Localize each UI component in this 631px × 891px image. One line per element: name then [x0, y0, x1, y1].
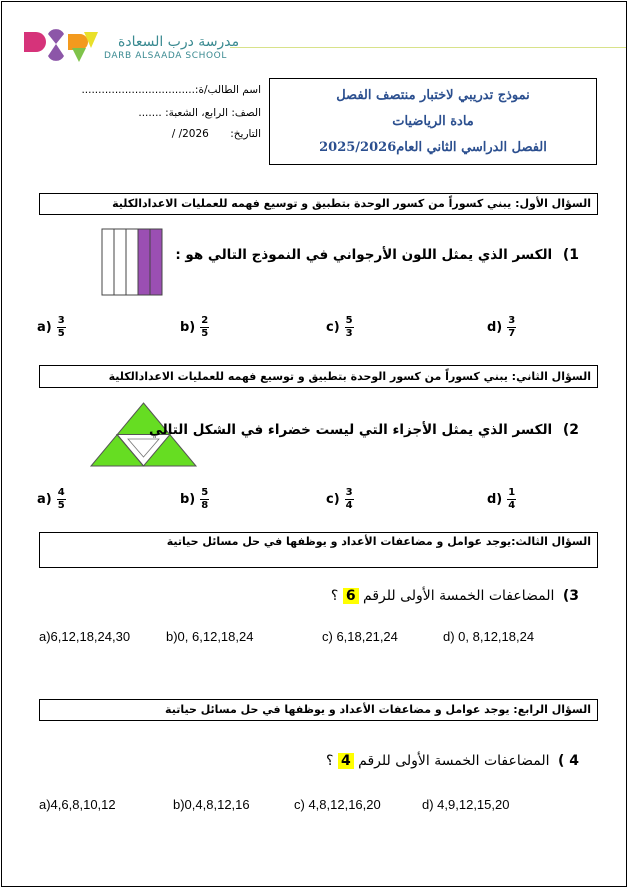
q4-choice-d[interactable]: d) 4,9,12,15,20 [422, 797, 510, 812]
question-3-banner: السؤال الثالث:يوجد عوامل و مضاعفات الأعداد و يوظفها في حل مسائل حياتية [39, 532, 598, 568]
school-name-english: DARB ALSAADA SCHOOL [104, 51, 227, 61]
numerator: 3 [57, 315, 65, 326]
question-3-mark: ؟ [330, 588, 339, 604]
choice-label: a) [37, 492, 52, 507]
numerator: 4 [57, 487, 65, 498]
fraction [507, 488, 516, 511]
question-4-highlight-number: 4 [338, 753, 354, 769]
q4-choice-a[interactable]: a)4,6,8,10,12 [39, 797, 116, 812]
q1-choice-d[interactable] [487, 316, 516, 339]
fraction [345, 488, 354, 511]
q4-choice-c[interactable]: c) 4,8,12,16,20 [294, 797, 381, 812]
question-3-number: 3) [562, 588, 579, 604]
denominator: 4 [345, 500, 353, 511]
question-4-banner: السؤال الرابع: يوجد عوامل و مضاعفات الأعداد و يوظفها في حل مسائل حياتية [39, 699, 598, 721]
q2-choice-b[interactable] [180, 488, 209, 511]
numerator: 5 [201, 487, 209, 498]
numerator: 1 [508, 487, 516, 498]
question-1-banner: السؤال الأول: يبني كسوراً من كسور الوحدة بتطبيق و توسيع فهمه للعمليات الاعدادالكلية [39, 193, 598, 215]
question-4-prompt: المضاعفات الخمسة الأولى للرقم [358, 753, 550, 769]
numerator: 2 [201, 315, 209, 326]
choice-label: a) [37, 320, 52, 335]
question-3-text [331, 588, 579, 604]
q1-choice-b[interactable] [180, 316, 209, 339]
fraction [345, 316, 354, 339]
question-2-text [149, 422, 579, 438]
denominator: 5 [201, 328, 209, 339]
numerator: 3 [345, 487, 353, 498]
question-1-number: 1) [562, 247, 579, 263]
q3-choice-b[interactable]: b)0, 6,12,18,24 [166, 629, 254, 644]
bar-fraction-figure [101, 228, 163, 296]
numerator: 5 [345, 315, 353, 326]
q2-choice-a[interactable] [37, 488, 66, 511]
question-2-banner: السؤال الثاني: يبني كسوراً من كسور الوحدة بتطبيق و توسيع فهمه للعمليات الاعدادالكلية [39, 365, 598, 388]
date-label: التاريخ: [230, 128, 261, 140]
choice-label: b) [180, 320, 196, 335]
question-4-number: 4 ) [557, 753, 579, 769]
fraction [57, 316, 66, 339]
question-2-prompt: الكسر الذي يمثل الأجزاء التي ليست خضراء في الشكل التالي [149, 422, 553, 438]
q2-choice-d[interactable] [487, 488, 516, 511]
denominator: 8 [201, 500, 209, 511]
header-divider [230, 47, 626, 48]
question-3-highlight-number: 6 [343, 588, 359, 604]
student-name-field[interactable]: اسم الطالب/ة:.................................. [81, 84, 261, 96]
question-3-prompt: المضاعفات الخمسة الأولى للرقم [363, 588, 555, 604]
exam-term: الفصل الدراسي الثاني العام2025/2026 [319, 140, 547, 155]
question-4-text [326, 753, 579, 769]
exam-title: نموذج تدريبي لاختبار منتصف الفصل [336, 88, 530, 103]
choice-label: c) [326, 320, 340, 335]
question-1-prompt: الكسر الذي يمثل اللون الأرجواني في النموذج التالي هو : [175, 247, 553, 263]
q1-choice-c[interactable] [326, 316, 354, 339]
exam-subject: مادة الرياضيات [392, 114, 474, 129]
fraction [200, 488, 209, 511]
question-1-text [175, 247, 579, 263]
date-field[interactable] [172, 128, 261, 140]
choice-label: c) [326, 492, 340, 507]
denominator: 5 [57, 328, 65, 339]
fraction [507, 316, 516, 339]
grade-field[interactable]: الصف: الرابع، الشعبة: ....... [138, 107, 261, 119]
school-logo [22, 28, 102, 66]
question-2-number: 2) [562, 422, 579, 438]
denominator: 7 [508, 328, 516, 339]
q3-choice-d[interactable]: d) 0, 8,12,18,24 [443, 629, 535, 644]
q1-choice-a[interactable] [37, 316, 66, 339]
choice-label: b) [180, 492, 196, 507]
denominator: 5 [57, 500, 65, 511]
q2-choice-c[interactable] [326, 488, 354, 511]
q3-choice-a[interactable]: a)6,12,18,24,30 [39, 629, 131, 644]
denominator: 4 [508, 500, 516, 511]
date-value: 2026/ / [171, 128, 209, 140]
choice-label: d) [487, 320, 503, 335]
exam-title-box [269, 78, 597, 165]
numerator: 3 [508, 315, 516, 326]
q3-choice-c[interactable]: c) 6,18,21,24 [322, 629, 398, 644]
denominator: 3 [345, 328, 353, 339]
fraction [200, 316, 209, 339]
fraction [57, 488, 66, 511]
choice-label: d) [487, 492, 503, 507]
school-name-arabic: مدرسة درب السعادة [118, 34, 240, 50]
question-4-mark: ؟ [326, 753, 334, 769]
q4-choice-b[interactable]: b)0,4,8,12,16 [173, 797, 250, 812]
